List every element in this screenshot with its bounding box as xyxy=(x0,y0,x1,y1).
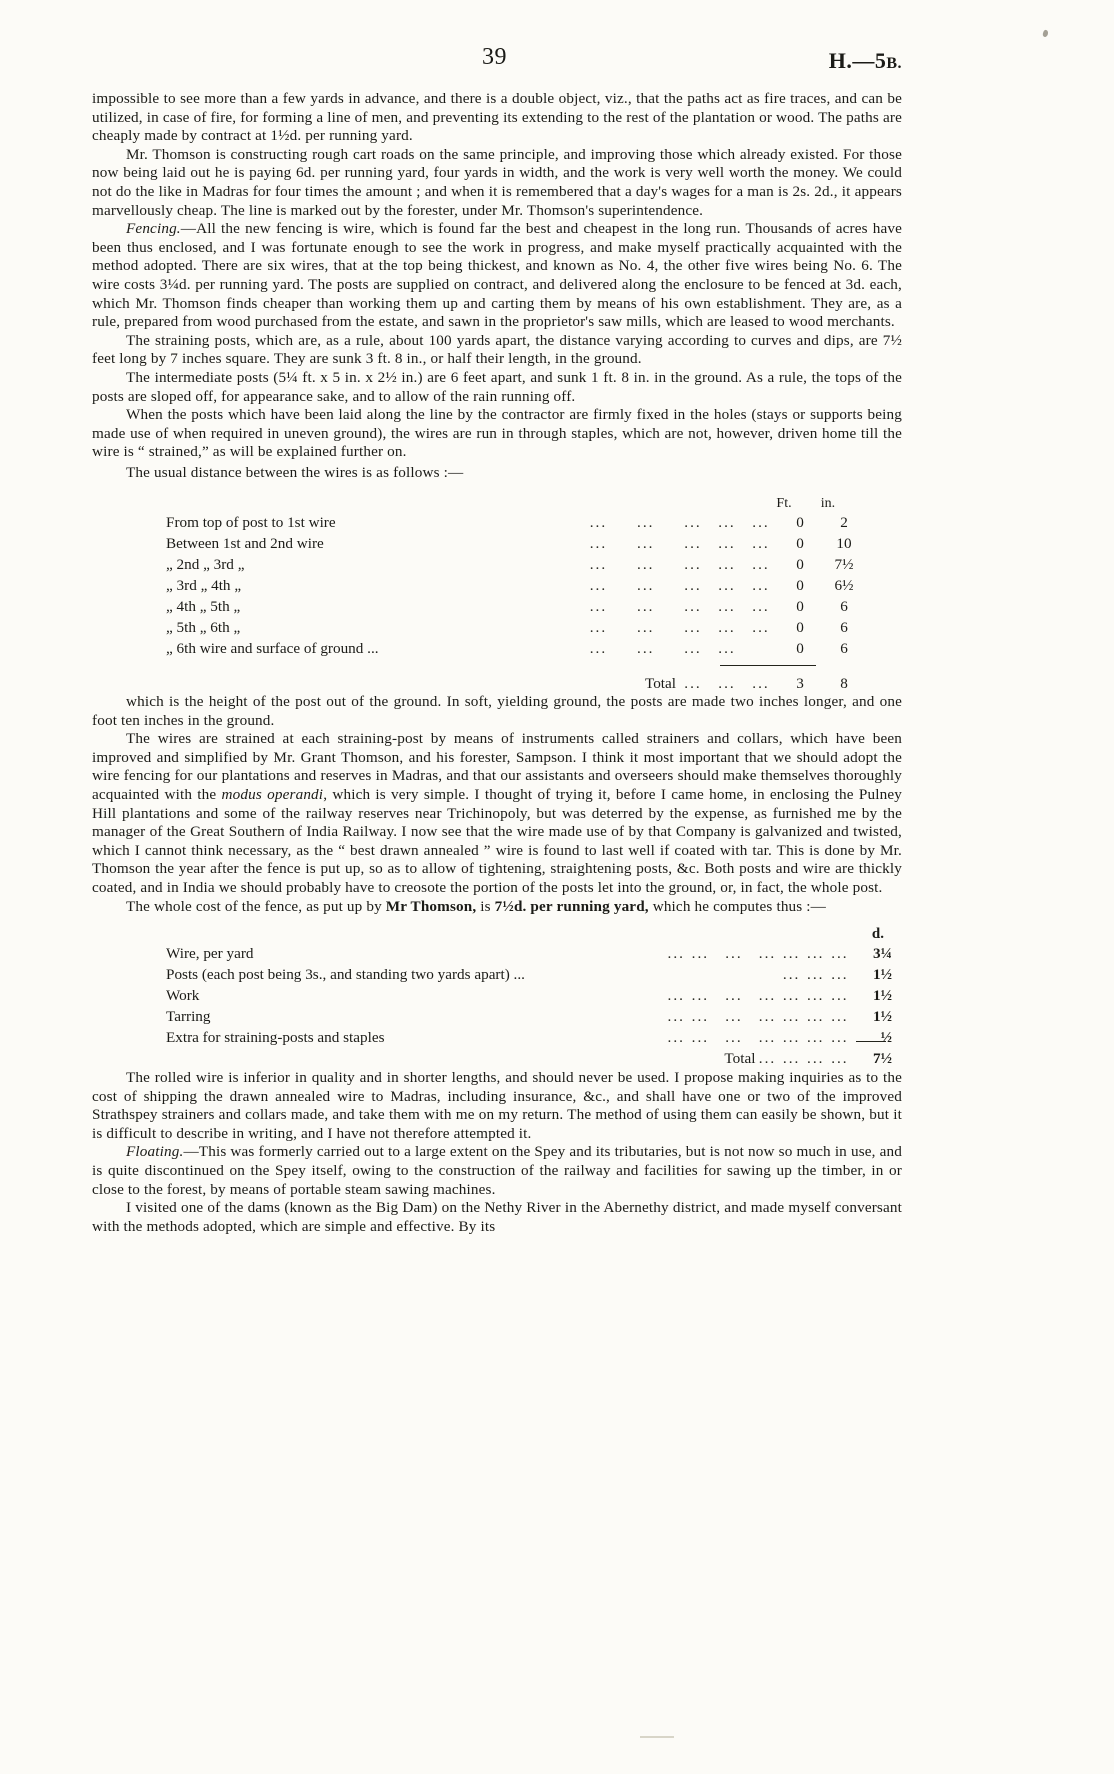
dot-leader: ... xyxy=(684,618,702,636)
table-row xyxy=(166,1027,892,1048)
dot-leader: ... xyxy=(752,555,770,573)
floating-heading: Floating. xyxy=(126,1143,184,1161)
dot-leader: ... xyxy=(758,986,777,1004)
paragraph-13: I visited one of the dams (known as the Big Dam) on the Nethy River in the Abernethy district, and made myself conversant with the methods adopted, which are simple and effective. By its xyxy=(92,1199,902,1235)
wire-row-label: „ 5th „ 6th „ xyxy=(166,618,241,636)
wire-row-feet: 0 xyxy=(796,534,804,552)
dot-leader: ... xyxy=(752,576,770,594)
table-total-row xyxy=(166,1048,892,1069)
dot-leader: ... xyxy=(752,675,770,693)
paragraph-8: which is the height of the post out of the ground. In soft, yielding ground, the posts are made two inches longer, and one foot ten inches in the ground. xyxy=(92,692,902,729)
dot-leader: ... xyxy=(718,675,736,693)
dot-leader: ... xyxy=(725,1007,743,1025)
cost-row-value: 3¼ xyxy=(873,944,892,962)
dot-leader: ... xyxy=(637,555,655,573)
dot-leader: ... xyxy=(691,986,710,1004)
dot-leader: ... xyxy=(718,618,736,636)
wire-row-label: „ 3rd „ 4th „ xyxy=(166,576,242,594)
dot-leader: ... xyxy=(684,513,702,531)
dot-leader: ... xyxy=(589,513,608,531)
dot-leader: ... xyxy=(589,534,608,552)
page-mark xyxy=(640,1736,674,1738)
dot-leader: ... xyxy=(684,555,702,573)
wire-row-feet: 0 xyxy=(796,513,804,531)
table-row xyxy=(166,533,866,554)
dot-leader: ... xyxy=(667,944,685,962)
paragraph-1: impossible to see more than a few yards in advance, and there is a double object, viz., that the paths act as fire traces, and can be utilized, in case of fire, for forming a line of men, and preventing its extending to the rest of the plantation or wood. The paths are cheaply made by contract at 1½d. per running yard. xyxy=(92,90,902,145)
dot-leader: ... xyxy=(758,1049,777,1067)
dot-leader: ... xyxy=(718,639,736,657)
cost-intro-a: The whole cost of the fence, as put up by xyxy=(126,897,386,915)
wire-table-header-ft: Ft. xyxy=(776,496,792,512)
dot-leader: ... xyxy=(725,944,743,962)
wire-row-feet: 0 xyxy=(796,597,804,615)
dot-leader: ... xyxy=(831,1049,849,1067)
wire-row-label: „ 6th wire and surface of ground ... xyxy=(166,639,379,657)
dot-leader: ... xyxy=(831,1007,849,1025)
cost-total-value: 7½ xyxy=(873,1049,892,1067)
dot-leader: ... xyxy=(691,1028,710,1046)
cost-intro-b: is xyxy=(476,897,495,915)
dot-leader: ... xyxy=(758,1007,777,1025)
dot-leader: ... xyxy=(782,986,801,1004)
dot-leader: ... xyxy=(807,965,825,983)
dot-leader: ... xyxy=(831,965,849,983)
wire-row-inches: 2 xyxy=(840,513,848,531)
dot-leader: ... xyxy=(782,1007,801,1025)
dot-leader: ... xyxy=(718,513,736,531)
dot-leader: ... xyxy=(758,944,777,962)
cost-row-value: 1½ xyxy=(873,965,892,983)
paragraph-12 xyxy=(92,1143,902,1199)
dot-leader: ... xyxy=(807,1007,825,1025)
paragraph-7: The usual distance between the wires is as follows :— xyxy=(126,463,464,481)
wire-row-label: From top of post to 1st wire xyxy=(166,513,336,531)
dot-leader: ... xyxy=(637,576,655,594)
cost-row-value: 1½ xyxy=(873,986,892,1004)
dot-leader xyxy=(744,638,778,659)
wire-row-inches: 7½ xyxy=(834,555,854,573)
table-row xyxy=(166,617,866,638)
dot-leader: ... xyxy=(589,597,608,615)
table-row xyxy=(166,512,866,533)
wire-row-inches: 6 xyxy=(840,597,848,615)
dot-leader: ... xyxy=(684,576,702,594)
dot-leader: ... xyxy=(718,576,736,594)
wire-row-label: „ 2nd „ 3rd „ xyxy=(166,555,245,573)
dot-leader: ... xyxy=(691,944,710,962)
dot-leader: ... xyxy=(637,618,655,636)
dot-leader: ... xyxy=(752,618,770,636)
dot-leader: ... xyxy=(782,1049,801,1067)
table-row xyxy=(166,964,892,985)
document-reference xyxy=(829,48,902,74)
dot-leader: ... xyxy=(752,513,770,531)
paragraph-10 xyxy=(92,898,902,917)
dot-leader: ... xyxy=(691,1007,710,1025)
wire-total-label: Total xyxy=(645,675,676,693)
table-row xyxy=(166,596,866,617)
cost-row-value: 1½ xyxy=(873,1007,892,1025)
modus-operandi-italic: modus operandi xyxy=(221,785,324,803)
wire-row-feet: 0 xyxy=(796,618,804,636)
dot-leader: ... xyxy=(667,1007,685,1025)
dot-leader: ... xyxy=(718,534,736,552)
wire-row-inches: 6 xyxy=(840,639,848,657)
dot-leader: ... xyxy=(589,639,608,657)
page-content xyxy=(92,44,902,1236)
wire-total-rule xyxy=(720,665,816,667)
wire-table-header-in: in. xyxy=(820,496,836,512)
dot-leader: ... xyxy=(807,1049,825,1067)
wire-row-inches: 6 xyxy=(840,618,848,636)
page-header xyxy=(92,44,902,90)
wire-row-feet: 0 xyxy=(796,555,804,573)
table-row xyxy=(166,985,892,1006)
dot-leader: ... xyxy=(684,639,702,657)
dot-leader: ... xyxy=(758,1028,777,1046)
page-number: 39 xyxy=(482,44,507,70)
paragraph-9 xyxy=(92,730,902,897)
dot-leader: ... xyxy=(637,513,655,531)
dot-leader: ... xyxy=(684,597,702,615)
cost-total-label: Total xyxy=(724,1049,756,1067)
cost-breakdown-table xyxy=(92,926,902,1067)
dot-leader: ... xyxy=(752,534,770,552)
dot-leader: ... xyxy=(684,675,702,693)
cost-row-label: Wire, per yard xyxy=(166,944,254,962)
dot-leader: ... xyxy=(589,618,608,636)
cost-row-label: Extra for straining-posts and staples xyxy=(166,1028,385,1046)
table-row xyxy=(166,554,866,575)
paragraph-4: The straining posts, which are, as a rule, about 100 yards apart, the distance varying according to curves and dips, are 7½ feet long by 7 inches square. They are sunk 3 ft. 8 in., or half their length, in the ground. xyxy=(92,331,902,368)
dot-leader: ... xyxy=(725,986,743,1004)
dot-leader: ... xyxy=(725,1028,743,1046)
dot-leader: ... xyxy=(637,639,655,657)
cost-intro-c: which he computes thus :— xyxy=(648,897,827,915)
paragraph-2: Mr. Thomson is constructing rough cart roads on the same principle, and improving those which already existed. For those now being laid out he is paying 6d. per running yard, four yards in width, and the work is very well worth the money. We could not do the like in Madras for four times the amount ; and when it is remembered that a day's wages for a man is 2s. 2d., it appears marvellously cheap. The line is marked out by the forester, under Mr. Thomson's superintendence. xyxy=(92,145,902,219)
dot-leader: ... xyxy=(782,965,801,983)
dot-leader: ... xyxy=(667,1028,685,1046)
paragraph-6: When the posts which have been laid along the line by the contractor are firmly fixed in the holes (stays or supports being made use of when required in uneven ground), the wires are run in through staples, which are not, however, driven home till the wire is “ strained,” as will be explained further on. xyxy=(92,406,902,461)
dot-leader: ... xyxy=(589,576,608,594)
cost-row-label: Tarring xyxy=(166,1007,211,1025)
cost-table-header: d. xyxy=(871,926,884,943)
paragraph-3 xyxy=(92,220,902,332)
doc-ref-sub: B. xyxy=(886,55,902,72)
dot-leader: ... xyxy=(667,986,685,1004)
dot-leader: ... xyxy=(752,597,770,615)
dot-leader: ... xyxy=(589,555,608,573)
cost-row-value: ½ xyxy=(880,1028,892,1046)
paragraph-9-part1: The wires are strained at each straining-post by means of instruments called strainers and collars, which have been improved and simplified by Mr. Grant Thomson, and his forester, Sampson. I think it most important that we should adopt the wire fencing for our plantations and reserves in Madras, and that our assistants and overseers should make themselves thoroughly acquainted with the xyxy=(92,730,902,803)
dot-leader: ... xyxy=(831,986,849,1004)
dot-leader: ... xyxy=(718,597,736,615)
dot-leader: ... xyxy=(831,944,849,962)
paragraph-11: The rolled wire is inferior in quality and in shorter lengths, and should never be used. I propose making inquiries as to the cost of shipping the drawn annealed wire to Madras, including insurance, &c., and shall have one or two of the improved Strathspey strainers and collars made, and take them with me on my return. The method of using them can easily be shown, but it is difficult to describe in writing, and I have not therefore attempted it. xyxy=(92,1069,902,1142)
wire-row-feet: 0 xyxy=(796,639,804,657)
table-row xyxy=(166,943,892,964)
wire-total-inches: 8 xyxy=(840,675,848,693)
dot-leader: ... xyxy=(807,986,825,1004)
paragraph-5: The intermediate posts (5¼ ft. x 5 in. x 2½ in.) are 6 feet apart, and sunk 1 ft. 8 in. in the ground. As a rule, the tops of the posts are sloped off, for appearance sake, and to allow of the rain running off. xyxy=(92,368,902,405)
wire-row-inches: 10 xyxy=(836,534,852,552)
cost-intro-name: Mr Thomson, xyxy=(385,897,477,915)
wire-row-label: „ 4th „ 5th „ xyxy=(166,597,241,615)
paragraph-12-text: —This was formerly carried out to a large extent on the Spey and its tributaries, but is not now so much in use, and is quite discontinued on the Spey itself, owing to the construction of the railway and facilities for sawing up the timber, in or close to the forest, by means of portable steam sawing machines. xyxy=(92,1143,902,1198)
dot-leader: ... xyxy=(831,1028,849,1046)
wire-row-label: Between 1st and 2nd wire xyxy=(166,534,324,552)
wire-distance-table xyxy=(92,496,902,693)
page-speck xyxy=(1042,29,1049,37)
cost-row-label: Posts (each post being 3s., and standing two yards apart) ... xyxy=(166,965,525,983)
dot-leader: ... xyxy=(782,944,801,962)
dot-leader: ... xyxy=(807,944,825,962)
wire-row-feet: 0 xyxy=(796,576,804,594)
table-row xyxy=(166,638,866,659)
dot-leader: ... xyxy=(637,534,655,552)
dot-leader: ... xyxy=(807,1028,825,1046)
cost-intro-price: 7½d. per running yard, xyxy=(494,897,649,915)
dot-leader: ... xyxy=(718,555,736,573)
wire-row-inches: 6½ xyxy=(834,576,854,594)
cost-row-label: Work xyxy=(166,986,200,1004)
doc-ref-main: H.—5 xyxy=(828,48,887,73)
wire-table-header xyxy=(92,496,902,512)
paragraph-3-text: —All the new fencing is wire, which is found far the best and cheapest in the long run. Thousands of acres have been thus enclosed, and I was fortunate enough to see the work in progress, and make myself practically acquainted with the method adopted. There are six wires, that at the top being thickest, and known as No. 4, the other five wires being No. 6. The wire costs 3¼d. per running yard. The posts are supplied on contract, and delivered along the enclosure to be fenced at 3d. each, which Mr. Thomson finds cheaper than working them up and carting them by means of his own establishment. They are, as a rule, prepared from wood purchased from the estate, and sawn in the proprietor's saw mills, which are leased to wood merchants. xyxy=(92,220,902,331)
dot-leader: ... xyxy=(684,534,702,552)
paragraph-9-part2: , which is very simple. I thought of trying it, before I came home, in enclosing the Pulney Hill plantations and some of the railway reserves near Trichinopoly, but was deterred by the expense, as furnished me by the manager of the Great Southern of India Railway. I now see that the wire made use of by that Company is galvanized and twisted, which I cannot think necessary, as the “ best drawn annealed ” wire is found to last well if coated with tar. This is done by Mr. Thomson the year after the fence is put up, so as to allow of tightening, straightening posts, &c. Both posts and wire are thickly coated, and in India we should probably have to creosote the portion of the posts let into the ground, or, in fact, the whole post. xyxy=(92,785,902,896)
wire-total-feet: 3 xyxy=(796,675,804,693)
table-row xyxy=(166,575,866,596)
fencing-heading: Fencing. xyxy=(126,220,181,238)
dot-leader: ... xyxy=(782,1028,801,1046)
table-row xyxy=(166,1006,892,1027)
dot-leader: ... xyxy=(637,597,655,615)
